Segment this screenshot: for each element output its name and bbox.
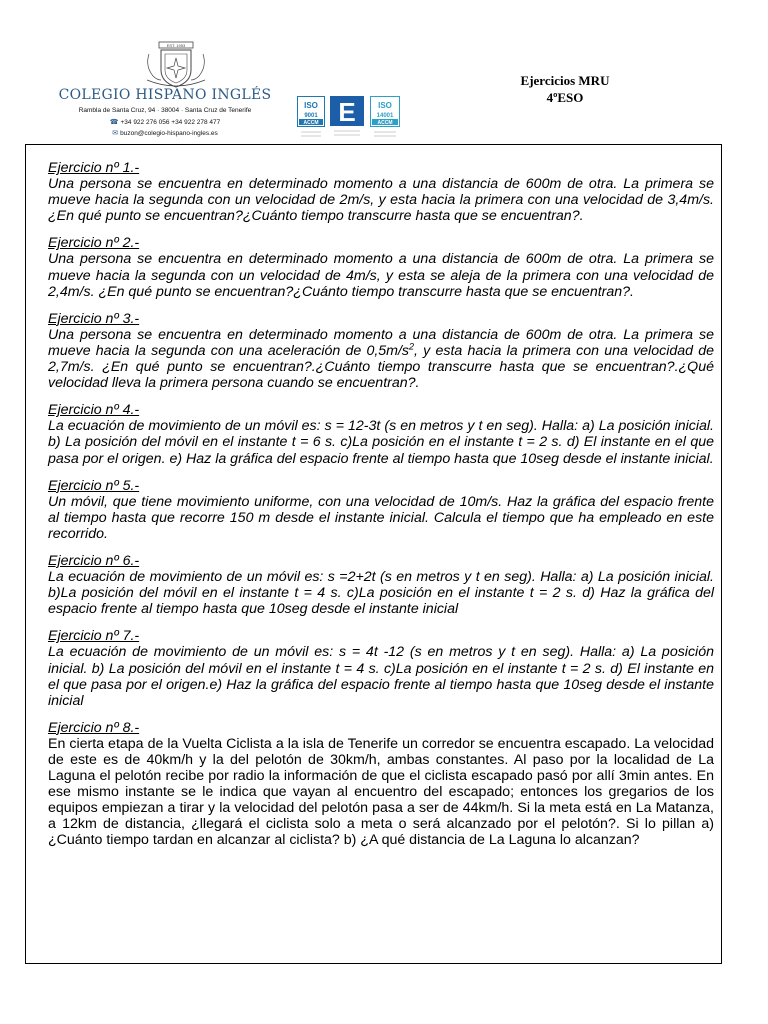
exercise-text: La ecuación de movimiento de un móvil es: s = 12-3t (s en metros y t en seg). Halla: a) La posición inicial. b) La posición del móvil en el instante t = 6 s. c)La posición en el instante t = 2 s. d) El instante en el que pasa por el origen. e) Haz la gráfica del espacio frente al tiempo hasta que 10seg desde el instante inicial. [48,418,714,467]
school-name: COLEGIO HISPANO INGLÉS [58,87,272,103]
exercise-text: En cierta etapa de la Vuelta Ciclista a la isla de Tenerife un corredor se encuentra escapado. La velocidad de este es de 40km/h y la del pelotón de 30km/h, ambas constantes. Al paso por la localidad de La Laguna el pelotón recibe por radio la información de que el ciclista escapado pasó por allí 3min antes. En ese mismo instante se le indica que vayan al encuentro del escapado; entonces los gregarios de los equipos empiezan a tirar y la velocidad del pelotón pasa a ser de 44km/h. Si la meta está en La Matanza, a 12km de distancia, ¿llegará el ciclista solo a meta o será alcanzado por el pelotón?. Si lo pillan a) ¿Cuánto tiempo tardan en alcanzar al ciclista? b) ¿A qué distancia de La Laguna lo alcanzan? [48,735,714,849]
exercise-title: Ejercicio nº 4.- [48,402,140,419]
exercise-2 [48,235,714,299]
svg-text:9001: 9001 [304,113,318,119]
certification-logos [297,96,407,142]
svg-text:14001: 14001 [376,113,394,119]
phones-text: +34 922 276 056 +34 922 278 477 [120,119,221,126]
email-text: buzon@colegio-hispano-ingles.es [120,130,218,137]
exercise-text: Un móvil, que tiene movimiento uniforme, con una velocidad de 10m/s. Haz la gráfica del espacio frente al tiempo hasta que recorre 150 m desde el instante inicial. Calcula el tiempo que ha empleado en este recorrido. [48,493,714,542]
school-address: Rambla de Santa Cruz, 94 · 38004 · Santa Cruz de Tenerife [78,107,252,114]
exercise-text: Una persona se encuentra en determinado momento a una distancia de 600m de otra. La primera se mueve hacia la segunda con un velocidad de 2m/s, y esta hacia la primera con una velocidad de 3,4m/s. ¿En qué punto se encuentran?¿Cuánto tiempo transcurre hasta que se encuentran?. [48,176,714,225]
svg-text:E: E [338,97,356,127]
exercise-4 [48,402,714,466]
page-header [0,0,768,145]
exercise-title: Ejercicio nº 1.- [48,160,140,176]
school-crest-icon [143,40,209,90]
svg-text:ISO: ISO [304,101,318,110]
exercise-text-part-2: , y esta hacia la primera con una velocidad de 2,7m/s. ¿En qué punto se encuentran?.¿Cuánto tiempo transcurre hasta que se encuentran?.¿Qué velocidad lleva la primera persona cuando se encuentran?. [48,342,714,392]
exercise-8 [48,720,714,849]
exercise-3 [48,311,714,391]
document-level: 4ºESO [546,90,584,105]
e-quality-cert-icon [330,96,364,140]
exercise-1 [48,160,714,224]
exercise-7 [48,628,714,708]
iso-9001-cert-icon [297,96,325,140]
phone-icon: ☎ [109,119,119,126]
exercise-title: Ejercicio nº 8.- [48,719,140,736]
mail-icon: ✉ [112,130,119,137]
svg-text:ACCM: ACCM [377,120,393,126]
exercise-title: Ejercicio nº 2.- [48,235,140,252]
exponent: 2 [409,341,415,352]
exercise-5 [48,478,714,542]
svg-text:ACCM: ACCM [303,120,319,126]
exercise-title: Ejercicio nº 6.- [48,552,140,569]
school-logo-block [45,40,285,140]
exercise-title: Ejercicio nº 5.- [48,477,140,494]
exercise-title: Ejercicio nº 7.- [48,628,140,645]
iso-14001-cert-icon [370,96,400,140]
exercise-6 [48,553,714,617]
svg-text:EST. 1953: EST. 1953 [166,43,186,48]
svg-text:ISO: ISO [378,101,392,110]
document-title-block [480,72,650,106]
school-phones [45,118,285,126]
exercises-frame [25,144,722,964]
exercise-text: La ecuación de movimiento de un móvil es: s =2+2t (s en metros y t en seg). Halla: a) La posición inicial. b)La posición del móvil en el instante t = 4 s. c)La posición en el instante t = 2 s. d) Haz la gráfica del espacio frente al tiempo hasta que 10seg desde el instante inicial [48,569,714,618]
exercise-text [48,327,714,391]
school-email [45,129,285,137]
document-title: Ejercicios MRU [520,73,610,88]
exercises-list [48,160,714,860]
exercise-text: Una persona se encuentra en determinado momento a una distancia de 600m de otra. La primera se mueve hacia la segunda con un velocidad de 4m/s, y esta se aleja de la primera con una velocidad de 2,4m/s. ¿En qué punto se encuentran?¿Cuánto tiempo transcurre hasta que se encuentran?. [48,251,714,300]
exercise-title: Ejercicio nº 3.- [48,310,140,327]
exercise-text: La ecuación de movimiento de un móvil es: s = 4t -12 (s en metros y t en seg). Halla: a) La posición inicial. b) La posición del móvil en el instante t = 4 s. c)La posición en el instante t = 2 s. d) El instante en el que pasa por el origen.e) Haz la gráfica del espacio frente al tiempo hasta que 10seg desde el instante inicial [48,644,714,709]
exercise-text-part-1: Una persona se encuentra en determinado momento a una distancia de 600m de otra. La primera se mueve hacia la segunda con una aceleración de 0,5m/s [48,326,714,359]
